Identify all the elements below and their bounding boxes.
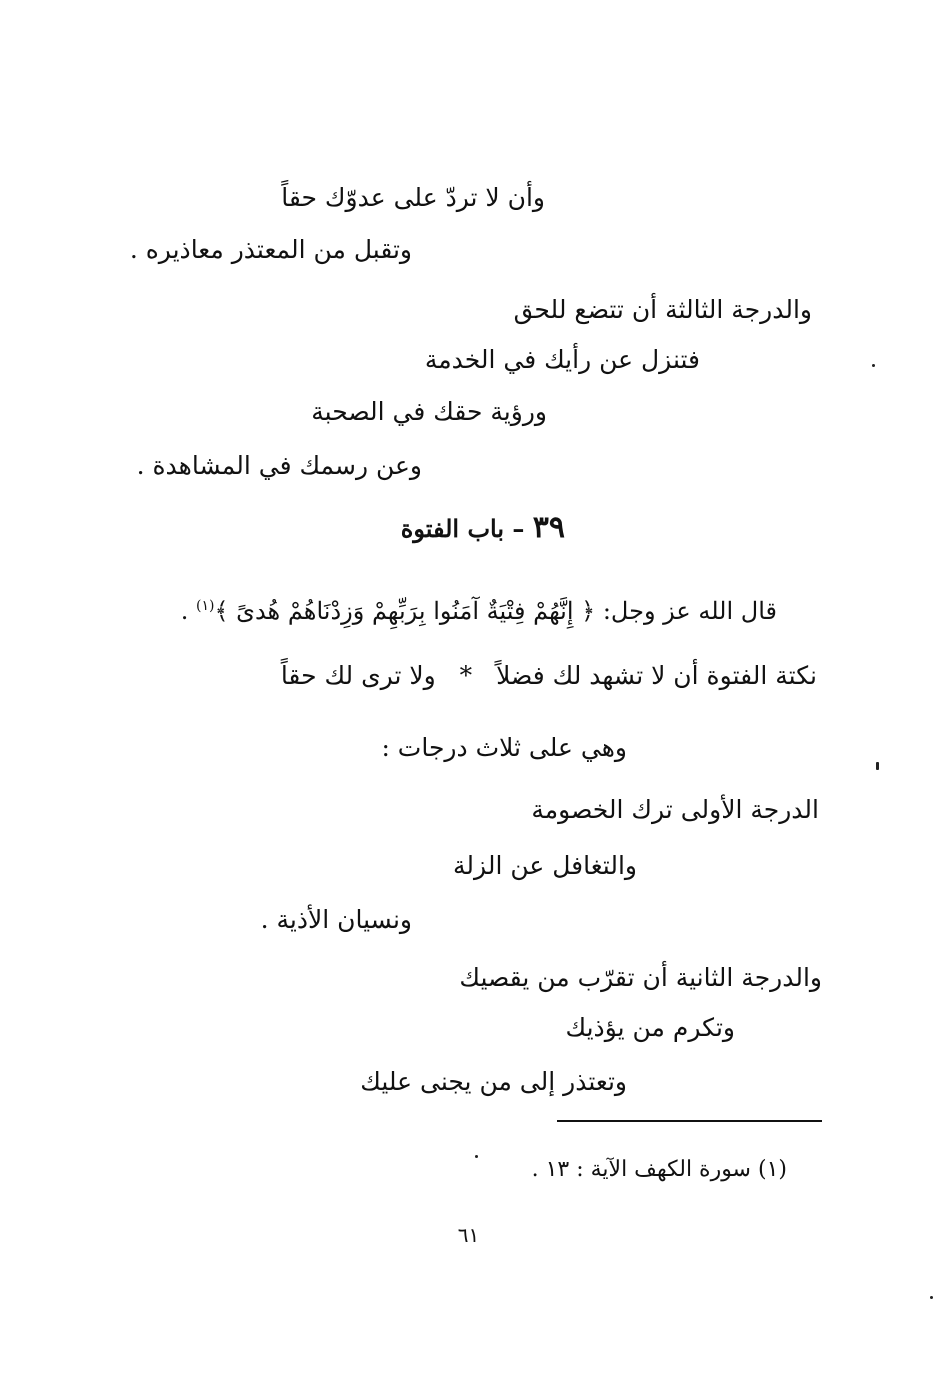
text-line: وتعتذر إلى من يجنى عليك bbox=[360, 1067, 627, 1096]
text-line: والتغافل عن الزلة bbox=[453, 851, 637, 880]
scan-speck bbox=[475, 1155, 478, 1158]
chapter-heading bbox=[401, 508, 565, 548]
footnote: (١) سورة الكهف الآية : ١٣ . bbox=[531, 1157, 787, 1182]
chapter-title: – باب الفتوة bbox=[400, 514, 525, 543]
text-line: والدرجة الثانية أن تقرّب من يقصيك bbox=[459, 963, 822, 992]
text-line: وهي على ثلاث درجات : bbox=[381, 733, 627, 762]
page-number: ٦١ bbox=[457, 1223, 480, 1247]
text-line: وتكرم من يؤذيك bbox=[565, 1013, 735, 1042]
text-line: فتنزل عن رأيك في الخدمة bbox=[424, 345, 700, 374]
chapter-number: ٣٩ bbox=[532, 510, 565, 545]
quran-verse-line bbox=[181, 586, 777, 626]
text-line: الدرجة الأولى ترك الخصومة bbox=[531, 795, 819, 824]
star-separator: * bbox=[459, 661, 473, 690]
scan-speck bbox=[930, 1296, 933, 1299]
scan-speck bbox=[872, 364, 875, 367]
text-line: ورؤية حقك في الصحبة bbox=[311, 397, 547, 426]
essence-part-b: ولا ترى لك حقاً bbox=[280, 661, 436, 690]
text-line: والدرجة الثالثة أن تتضع للحق bbox=[513, 295, 812, 324]
text-line: وعن رسمك في المشاهدة . bbox=[136, 451, 422, 480]
footnote-divider bbox=[557, 1120, 822, 1122]
verse-intro: قال الله عز وجل: bbox=[602, 597, 777, 625]
futuwwa-essence-line bbox=[281, 656, 817, 696]
poem-line: وأن لا تردّ على عدوّك حقاً bbox=[281, 183, 545, 212]
scan-speck bbox=[876, 762, 879, 770]
verse-quote: ﴿ إِنَّهُمْ فِتْيَةٌ آمَنُوا بِرَبِّهِمْ وَزِدْنَاهُمْ هُدىً ﴾ bbox=[214, 597, 596, 625]
poem-line: وتقبل من المعتذر معاذيره . bbox=[129, 235, 412, 264]
footnote-reference: (١) bbox=[196, 598, 215, 614]
verse-end: . bbox=[180, 597, 189, 625]
text-line: ونسيان الأذية . bbox=[260, 905, 412, 934]
essence-part-a: نكتة الفتوة أن لا تشهد لك فضلاً bbox=[496, 661, 817, 690]
